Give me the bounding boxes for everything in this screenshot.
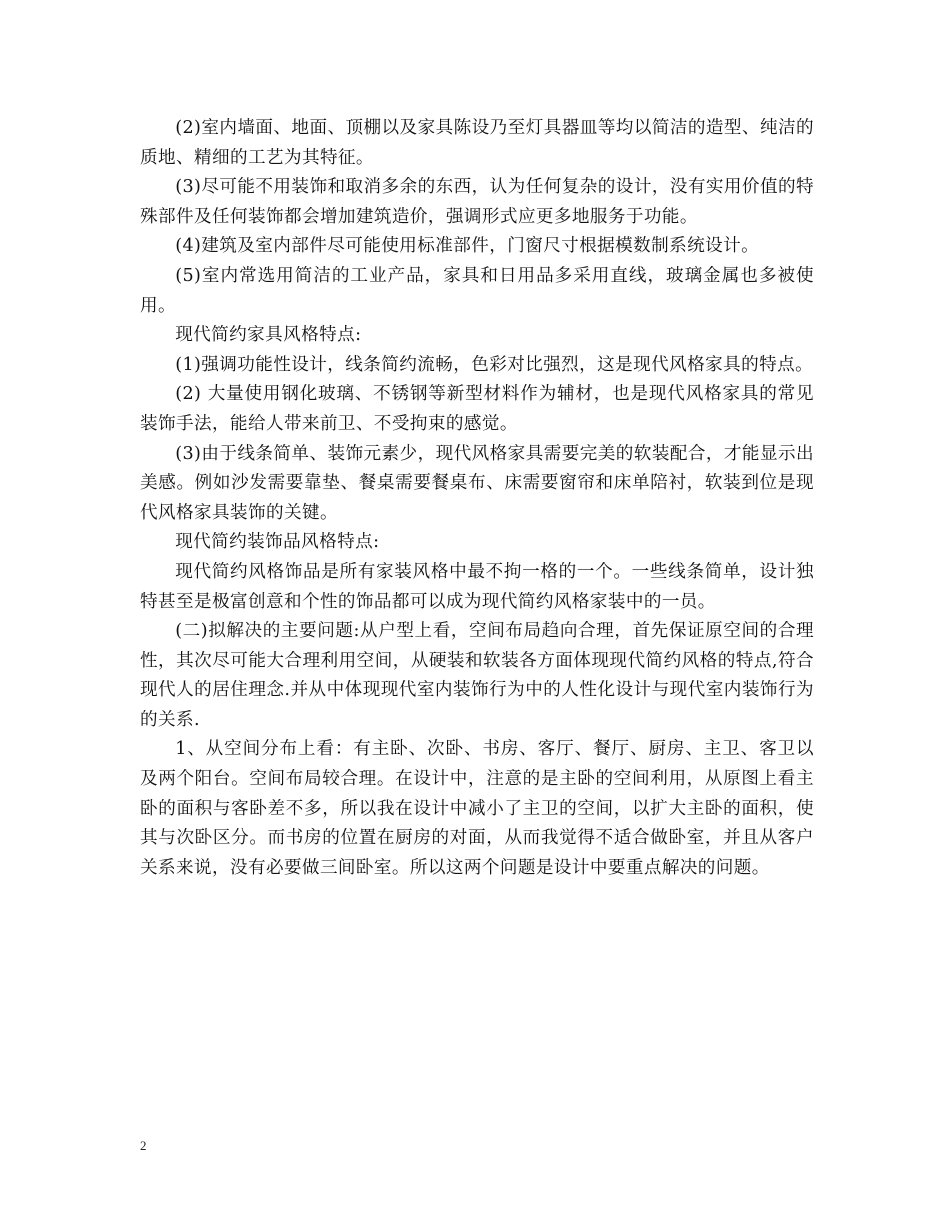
- paragraph-2: (3)尽可能不用装饰和取消多余的东西，认为任何复杂的设计，没有实用价值的特殊部件及任何装饰都会增加建筑造价，强调形式应更多地服务于功能。: [140, 177, 814, 227]
- paragraph-3: (4)建筑及室内部件尽可能使用标准部件，门窗尺寸根据模数制系统设计。: [175, 236, 760, 257]
- paragraph-4: (5)室内常选用简洁的工业产品，家具和日用品多采用直线，玻璃金属也多被使用。: [140, 265, 814, 316]
- paragraph-1: (2)室内墙面、地面、顶棚以及家具陈设乃至灯具器皿等均以简洁的造型、纯洁的质地、精细的工艺为其特征。: [140, 118, 814, 168]
- paragraph-10: 1、从空间分布上看：有主卧、次卧、书房、客厅、餐厅、厨房、主卫、客卫以及两个阳台。空间布局较合理。在设计中，注意的是主卧的空间利用，从原图上看主卧的面积与客卧差不多，所以我在设计中减小了主卫的空间，以扩大主卧的面积，使其与次卧区分。而书房的位置在厨房的对面，从而我觉得不适合做卧室，并且从客户关系来说，没有必要做三间卧室。所以这两个问题是设计中要重点解决的问题。: [140, 739, 814, 878]
- paragraph-9: (二)拟解决的主要问题:从户型上看，空间布局趋向合理，首先保证原空间的合理性，其次尽可能大合理利用空间，从硬装和软装各方面体现现代简约风格的特点,符合现代人的居住理念.并从中体现现代室内装饰行为中的人性化设计与现代室内装饰行为的关系.: [140, 621, 814, 730]
- page-number: 2: [140, 1138, 147, 1153]
- document-body: [140, 114, 814, 883]
- section-heading-decor: 现代简约装饰品风格特点:: [175, 532, 380, 553]
- paragraph-6: (2) 大量使用钢化玻璃、不锈钢等新型材料作为辅材，也是现代风格家具的常见装饰手法，能给人带来前卫、不受拘束的感觉。: [140, 384, 814, 434]
- paragraph-8: 现代简约风格饰品是所有家装风格中最不拘一格的一个。一些线条简单，设计独特甚至是极富创意和个性的饰品都可以成为现代简约风格家装中的一员。: [140, 561, 814, 612]
- section-heading-furniture: 现代简约家具风格特点:: [175, 325, 362, 346]
- paragraph-7: (3)由于线条简单、装饰元素少，现代风格家具需要完美的软装配合，才能显示出美感。例如沙发需要靠垫、餐桌需要餐桌布、床需要窗帘和床单陪衬，软装到位是现代风格家具装饰的关键。: [140, 443, 814, 523]
- paragraph-5: (1)强调功能性设计，线条简约流畅，色彩对比强烈，这是现代风格家具的特点。: [175, 354, 814, 375]
